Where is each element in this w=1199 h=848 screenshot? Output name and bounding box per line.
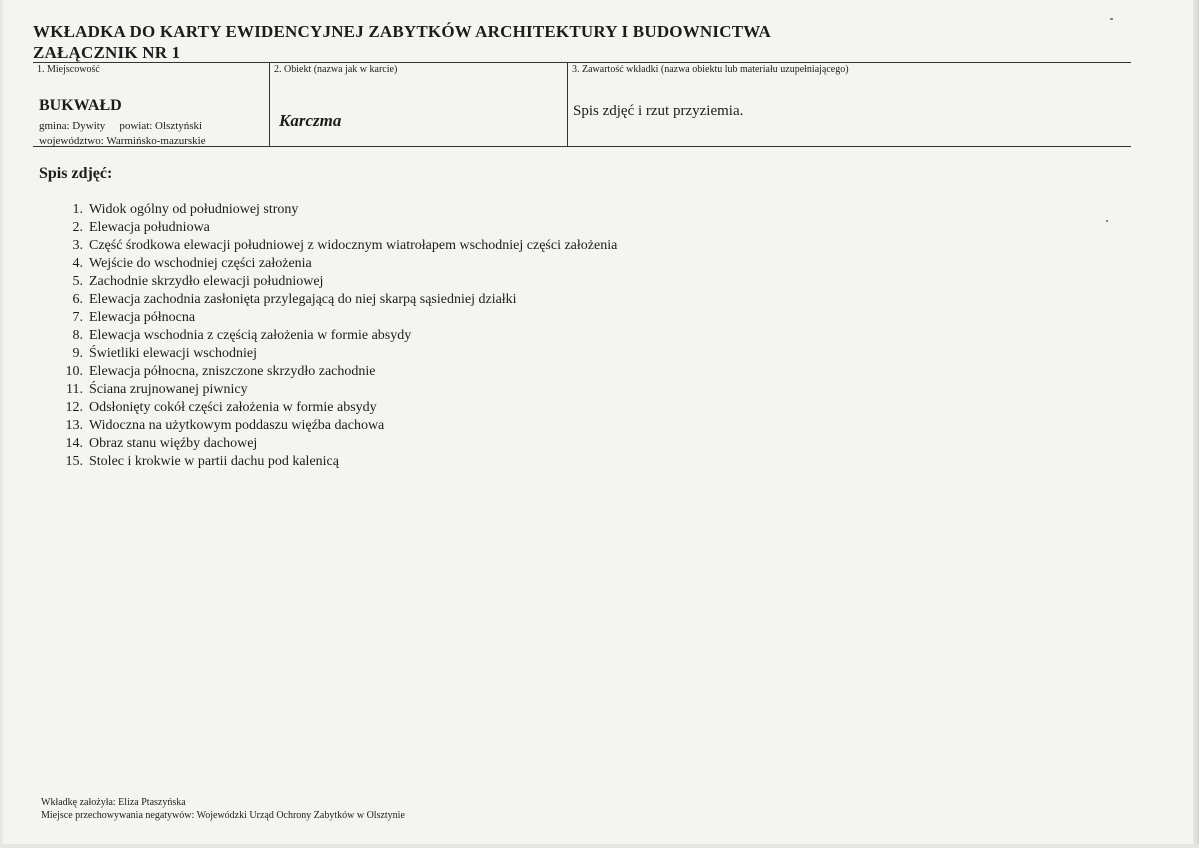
list-item <box>58 363 617 381</box>
content-label: 3. Zawartość wkładki (nazwa obiektu lub materiału uzupełniającego) <box>572 64 849 75</box>
list-item-number: 11. <box>66 382 83 397</box>
scan-speck <box>1106 220 1108 222</box>
list-item <box>58 309 617 327</box>
list-item-text: Świetliki elewacji wschodniej <box>89 346 257 361</box>
list-item-text: Widoczna na użytkowym poddaszu więźba dachowa <box>89 418 385 433</box>
list-item-text: Ściana zrujnowanej piwnicy <box>89 382 248 397</box>
list-item <box>58 291 617 309</box>
list-item-number: 15. <box>65 454 83 469</box>
list-item-number: 12. <box>65 400 83 415</box>
list-item-text: Elewacja południowa <box>89 220 210 235</box>
list-item <box>58 327 617 345</box>
list-item-text: Stolec i krokwie w partii dachu pod kalenicą <box>89 454 339 469</box>
list-item-number: 9. <box>72 346 83 361</box>
list-item <box>58 399 617 417</box>
content-description: Spis zdjęć i rzut przyziemia. <box>573 103 744 119</box>
list-item <box>58 237 617 255</box>
object-name: Karczma <box>279 111 342 130</box>
list-item-number: 3. <box>72 238 83 253</box>
list-item-text: Zachodnie skrzydło elewacji południowej <box>89 274 324 289</box>
list-item-text: Wejście do wschodniej części założenia <box>89 256 312 271</box>
table-divider <box>269 62 270 147</box>
locality-value: BUKWAŁD <box>39 97 122 114</box>
list-item-number: 2. <box>72 220 83 235</box>
powiat-value: powiat: Olsztyński <box>119 120 203 132</box>
list-item-text: Obraz stanu więźby dachowej <box>89 436 258 451</box>
list-item <box>58 435 617 453</box>
scan-speck <box>1110 18 1113 20</box>
list-item-number: 8. <box>72 328 83 343</box>
list-item <box>58 219 617 237</box>
list-item-number: 6. <box>72 292 83 307</box>
gmina-value: gmina: Dywity <box>39 120 106 132</box>
list-item <box>58 453 617 471</box>
list-item-number: 13. <box>65 418 83 433</box>
list-item-text: Widok ogólny od południowej strony <box>89 202 299 217</box>
page-edge <box>0 0 4 848</box>
list-item-number: 1. <box>72 202 83 217</box>
list-item-number: 14. <box>65 436 83 451</box>
list-item <box>58 273 617 291</box>
table-divider <box>567 62 568 147</box>
table-top-border <box>33 62 1131 63</box>
list-item <box>58 345 617 363</box>
storage-note: Miejsce przechowywania negatywów: Wojewódzki Urząd Ochrony Zabytków w Olsztynie <box>41 810 405 821</box>
list-item-text: Elewacja wschodnia z częścią założenia w formie absydy <box>89 328 412 343</box>
page-edge <box>1193 0 1199 848</box>
photo-list-heading: Spis zdjęć: <box>39 165 113 182</box>
list-item <box>58 417 617 435</box>
list-item-number: 10. <box>65 364 83 379</box>
list-item <box>58 381 617 399</box>
voivodeship-value: województwo: Warmińsko-mazurskie <box>39 135 206 147</box>
object-label: 2. Obiekt (nazwa jak w karcie) <box>274 64 398 75</box>
author-note: Wkładkę założyła: Eliza Ptaszyńska <box>41 797 186 808</box>
list-item-number: 4. <box>72 256 83 271</box>
document-title: WKŁADKA DO KARTY EWIDENCYJNEJ ZABYTKÓW ARCHITEKTURY I BUDOWNICTWA <box>33 22 772 41</box>
locality-label: 1. Miejscowość <box>37 64 100 75</box>
photo-list <box>58 201 617 471</box>
list-item <box>58 201 617 219</box>
list-item-text: Elewacja zachodnia zasłonięta przylegającą do niej skarpą sąsiedniej działki <box>89 292 517 307</box>
list-item-text: Część środkowa elewacji południowej z widocznym wiatrołapem wschodniej części założenia <box>89 238 618 253</box>
list-item-text: Odsłonięty cokół części założenia w formie absydy <box>89 400 377 415</box>
list-item-number: 5. <box>72 274 83 289</box>
document-subtitle: ZAŁĄCZNIK NR 1 <box>33 43 181 62</box>
list-item <box>58 255 617 273</box>
admin-units <box>39 120 202 132</box>
page-edge <box>0 844 1199 848</box>
list-item-text: Elewacja północna, zniszczone skrzydło zachodnie <box>89 364 376 379</box>
list-item-number: 7. <box>72 310 83 325</box>
list-item-text: Elewacja północna <box>89 310 196 325</box>
